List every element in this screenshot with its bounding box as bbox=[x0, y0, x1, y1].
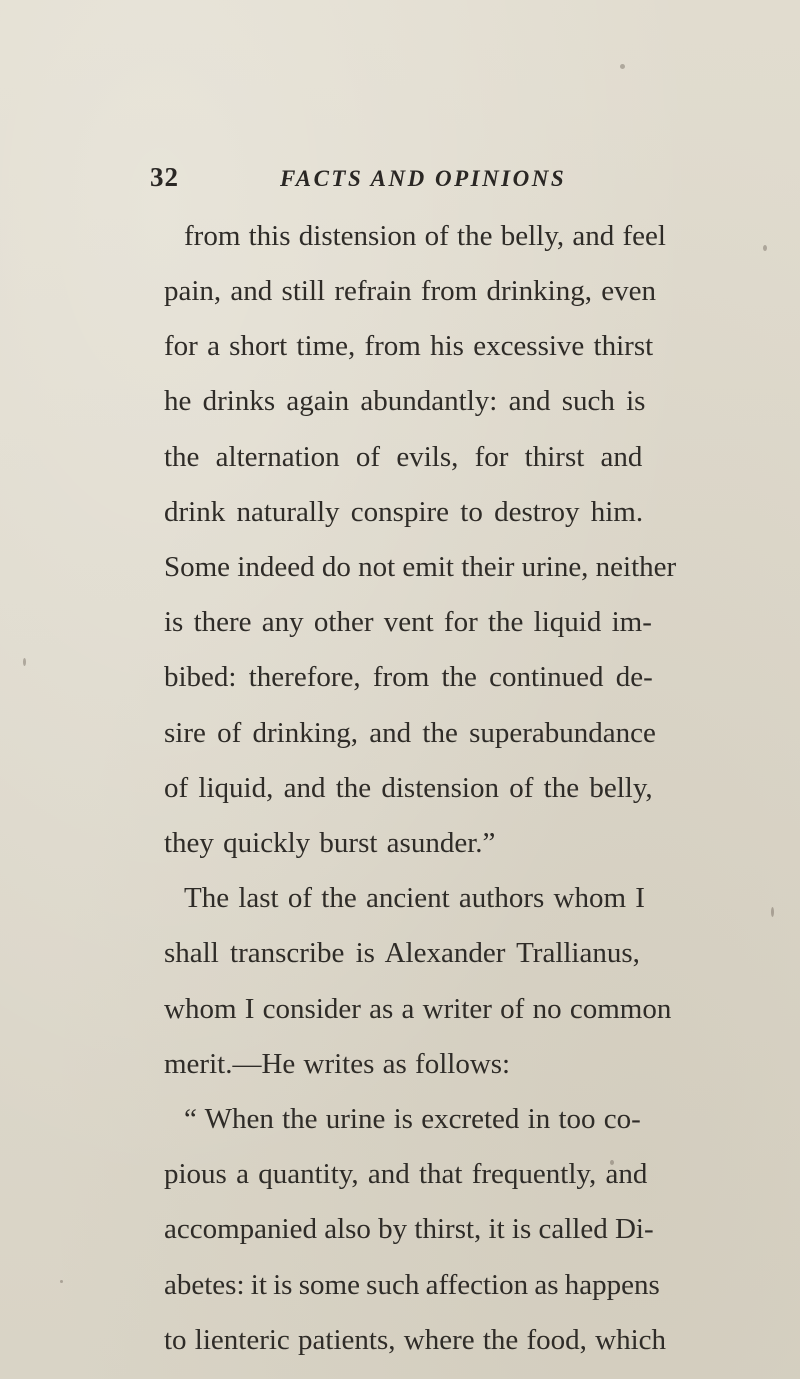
text-line: the alternation of evils, for thirst and bbox=[164, 441, 643, 473]
text-line: whom I consider as a writer of no common bbox=[164, 993, 672, 1025]
text-line: of liquid, and the distension of the belly, bbox=[164, 772, 653, 804]
page-header bbox=[150, 160, 710, 200]
text-line: pain, and still refrain from drinking, even bbox=[164, 275, 656, 307]
text-line: merit.—He writes as follows: bbox=[164, 1048, 511, 1080]
text-line: he drinks again abundantly: and such is bbox=[164, 385, 646, 417]
text-line: drink naturally conspire to destroy him. bbox=[164, 496, 644, 528]
text-line: from this distension of the belly, and feel bbox=[184, 220, 666, 252]
text-line: pious a quantity, and that frequently, and bbox=[164, 1158, 648, 1190]
paper-speck bbox=[23, 658, 26, 666]
text-line: “ When the urine is excreted in too co- bbox=[184, 1103, 641, 1135]
text-line: for a short time, from his excessive thirst bbox=[164, 330, 654, 362]
text-line: Some indeed do not emit their urine, neither bbox=[164, 551, 677, 583]
text-line: abetes: it is some such affection as happens bbox=[164, 1269, 660, 1301]
text-line: they quickly burst asunder.” bbox=[164, 827, 496, 859]
text-line: bibed: therefore, from the continued de- bbox=[164, 661, 653, 693]
page-number: 32 bbox=[150, 162, 179, 192]
running-head: FACTS AND OPINIONS bbox=[280, 166, 567, 191]
text-line: sire of drinking, and the superabundance bbox=[164, 717, 656, 749]
paper-speck bbox=[771, 907, 774, 917]
text-line: The last of the ancient authors whom I bbox=[184, 882, 645, 914]
text-line: to lienteric patients, where the food, which bbox=[164, 1324, 667, 1356]
text-line: accompanied also by thirst, it is called Di- bbox=[164, 1213, 654, 1245]
paper-speck bbox=[763, 245, 767, 251]
paper-speck bbox=[60, 1280, 63, 1283]
text-line: shall transcribe is Alexander Trallianus, bbox=[164, 937, 640, 969]
paper-speck bbox=[620, 64, 625, 69]
paper-speck bbox=[610, 1160, 614, 1165]
text-line: is there any other vent for the liquid im- bbox=[164, 606, 652, 638]
